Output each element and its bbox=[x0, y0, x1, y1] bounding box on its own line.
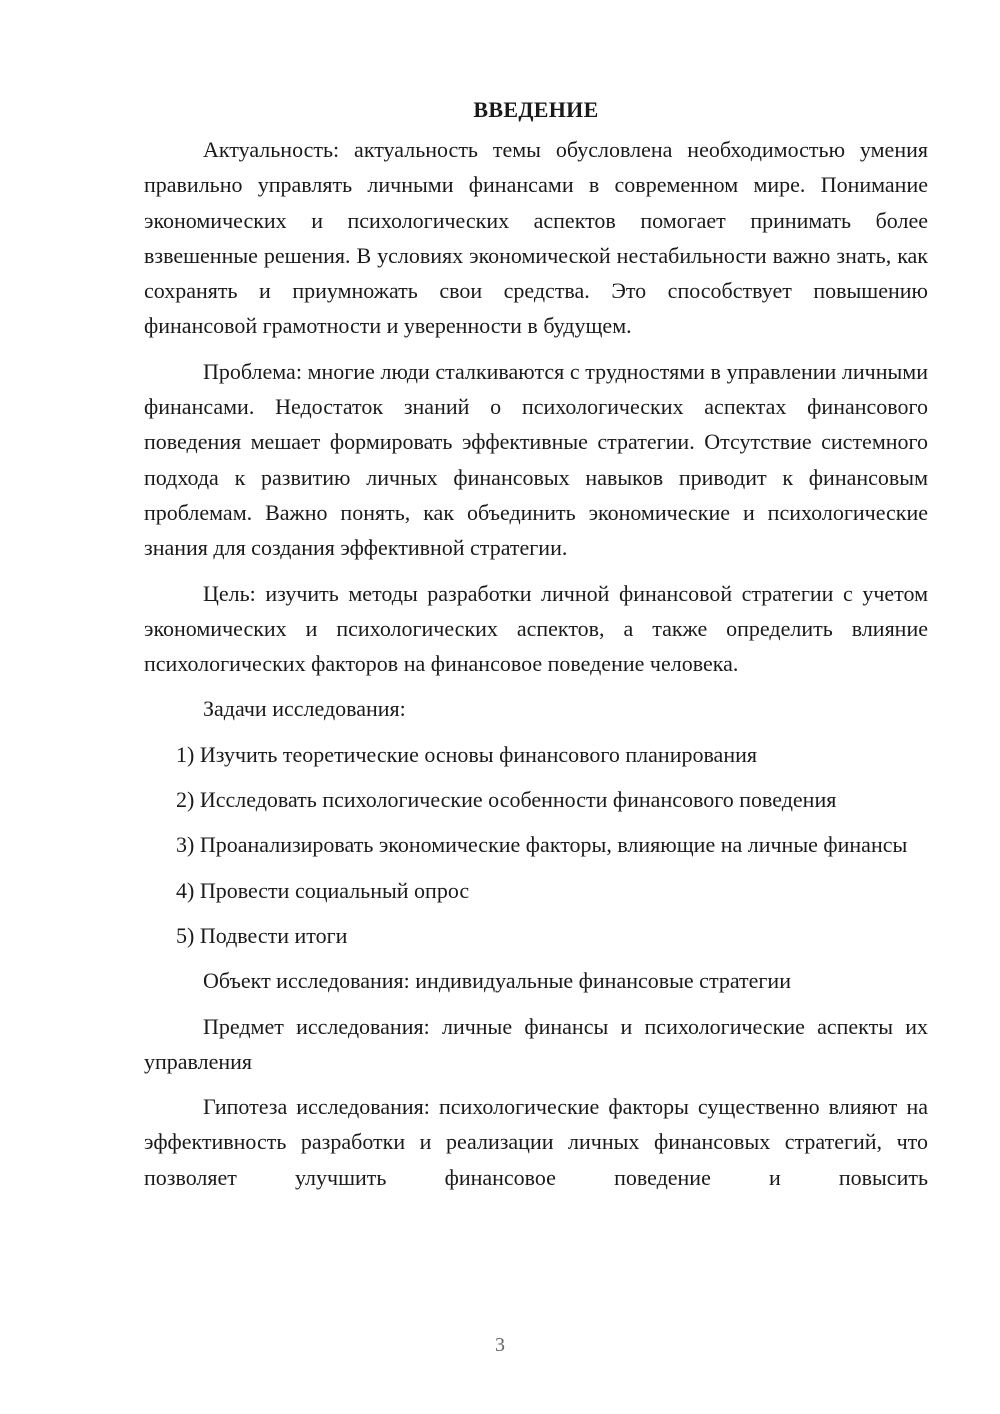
relevance-paragraph: Актуальность: актуальность темы обусловлена необходимостью умения правильно управлять личными финансами в современном мире. Понимание экономических и психологических аспектов помогает принимать более взвешенные решения. В условиях экономической нестабильности важно знать, как сохранять и приумножать свои средства. Это способствует повышению финансовой грамотности и уверенности в будущем. bbox=[144, 137, 928, 339]
task-item: 1) Изучить теоретические основы финансового планирования bbox=[176, 741, 757, 767]
document-page bbox=[144, 92, 928, 1205]
tasks-heading: Задачи исследования: bbox=[203, 696, 406, 722]
hypothesis-paragraph: Гипотеза исследования: психологические факторы существенно влияют на эффективность разработки и реализации личных финансовых стратегий, что позволяет улучшить финансовое поведение и повысить bbox=[144, 1094, 928, 1190]
problem-paragraph: Проблема: многие люди сталкиваются с трудностями в управлении личными финансами. Недостаток знаний о психологических аспектах финансового поведения мешает формировать эффективные стратегии. Отсутствие системного подхода к развитию личных финансовых навыков приводит к финансовым проблемам. Важно понять, как объединить экономические и психологические знания для создания эффективной стратегии. bbox=[144, 358, 928, 561]
task-item: 4) Провести социальный опрос bbox=[176, 877, 470, 903]
page-number: 3 bbox=[495, 1334, 505, 1356]
subject-paragraph: Предмет исследования: личные финансы и психологические аспекты их управления bbox=[144, 1013, 928, 1074]
task-item: 5) Подвести итоги bbox=[176, 922, 348, 948]
tasks-list bbox=[144, 737, 928, 953]
section-title: ВВЕДЕНИЕ bbox=[473, 97, 599, 122]
task-item: 3) Проанализировать экономические факторы, влияющие на личные финансы bbox=[176, 832, 908, 858]
object-paragraph: Объект исследования: индивидуальные финансовые стратегии bbox=[203, 968, 791, 994]
task-item: 2) Исследовать психологические особенности финансового поведения bbox=[176, 787, 837, 813]
goal-paragraph: Цель: изучить методы разработки личной финансовой стратегии с учетом экономических и психологических аспектов, а также определить влияние психологических факторов на финансовое поведение человека. bbox=[144, 580, 928, 677]
